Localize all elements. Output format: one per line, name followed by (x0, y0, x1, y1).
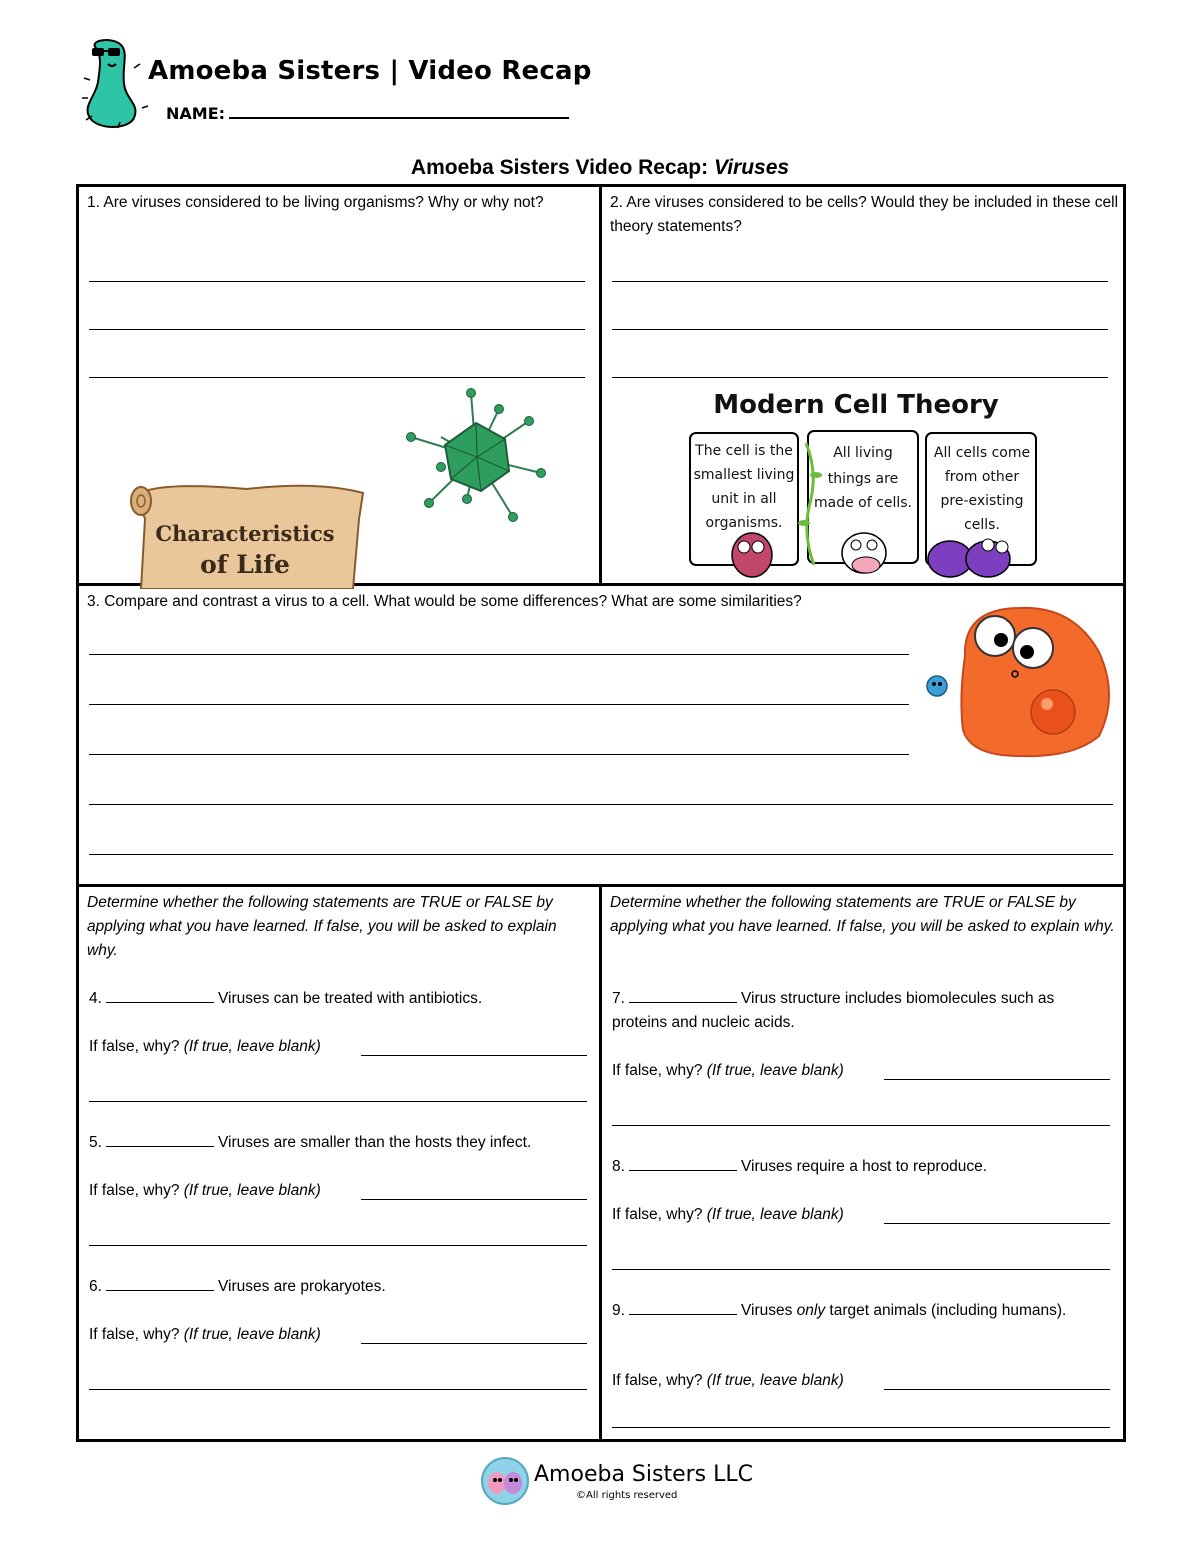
footer-rights: ©All rights reserved (576, 1490, 678, 1501)
cell-theory-s3-line: All cells come (933, 445, 1031, 461)
if-false-row: If false, why? (If true, leave blank) (612, 1206, 844, 1223)
cell-theory-s3-line: cells. (964, 517, 1000, 533)
if-false-row: If false, why? (If true, leave blank) (89, 1326, 321, 1343)
true-false-blank[interactable] (629, 988, 737, 1003)
true-false-blank[interactable] (106, 1276, 214, 1291)
statement-5: 5. Viruses are smaller than the hosts they infect. (89, 1134, 532, 1151)
statement-8: 8. Viruses require a host to reproduce. (612, 1158, 988, 1175)
true-false-blank[interactable] (106, 988, 214, 1003)
true-false-blank[interactable] (106, 1132, 214, 1147)
answer-line[interactable] (612, 1427, 1110, 1428)
answer-line[interactable] (89, 1389, 587, 1390)
cell-theory-s1-line: The cell is the (695, 443, 793, 459)
cell-and-virus-characters (923, 600, 1113, 760)
instructions-text: Determine whether the following statements are TRUE or FALSE by applying what you have learned. If false, you will be asked to explain why. (87, 894, 557, 959)
true-false-right-cell (602, 887, 1123, 1439)
cell-theory-s1-line: organisms. (705, 515, 783, 531)
answer-line[interactable] (89, 1245, 587, 1246)
answer-line[interactable] (89, 281, 585, 282)
answer-line[interactable] (612, 1125, 1110, 1126)
answer-line[interactable] (361, 1055, 587, 1056)
virus-illustration (401, 387, 551, 527)
answer-line[interactable] (89, 1101, 587, 1102)
answer-line[interactable] (89, 854, 1113, 855)
true-false-blank[interactable] (629, 1300, 737, 1315)
statement-text: Viruses require a host to reproduce. (740, 1158, 988, 1175)
name-field-row (166, 104, 569, 123)
answer-line[interactable] (89, 804, 1113, 805)
answer-line[interactable] (884, 1223, 1110, 1224)
amoeba-mascot-logo (78, 38, 154, 130)
answer-line[interactable] (89, 329, 585, 330)
cell-theory-s2-line: made of cells. (814, 495, 912, 511)
cell-theory-s1-line: unit in all (711, 491, 777, 507)
true-false-blank[interactable] (629, 1156, 737, 1171)
true-false-left-cell (79, 887, 599, 1439)
statement-text: Viruses are smaller than the hosts they infect. (217, 1134, 532, 1151)
answer-line[interactable] (884, 1079, 1110, 1080)
statement-text: Viruses are prokaryotes. (217, 1278, 386, 1295)
answer-line[interactable] (89, 377, 585, 378)
statement-7: 7. Virus structure includes biomolecules such as proteins and nucleic acids. (612, 990, 1055, 1031)
answer-line[interactable] (89, 754, 909, 755)
cell-theory-title: Modern Cell Theory (713, 390, 999, 420)
question-1-text: 1. Are viruses considered to be living organisms? Why or why not? (87, 194, 544, 211)
cell-theory-s3-line: from other (944, 469, 1020, 485)
statement-9: 9. Viruses only target animals (including humans). (612, 1302, 1067, 1319)
footer-brand: Amoeba Sisters LLC (534, 1462, 753, 1487)
question-1-cell (79, 187, 599, 583)
page-title (0, 156, 1200, 180)
statement-text: Virus structure includes biomolecules such as proteins and nucleic acids. (612, 990, 1055, 1031)
name-label: NAME: (166, 104, 226, 123)
statement-6: 6. Viruses are prokaryotes. (89, 1278, 386, 1295)
answer-line[interactable] (612, 377, 1108, 378)
answer-line[interactable] (89, 654, 909, 655)
cell-theory-s2-line: things are (827, 471, 899, 487)
name-input-line[interactable] (229, 105, 569, 119)
footer (480, 1456, 760, 1516)
question-2-cell (602, 187, 1123, 583)
brand-title: Amoeba Sisters | Video Recap (148, 56, 592, 86)
modern-cell-theory-illustration (688, 383, 1048, 583)
scroll-line-1: Characteristics (155, 521, 335, 546)
if-false-row: If false, why? (If true, leave blank) (89, 1038, 321, 1055)
answer-line[interactable] (89, 704, 909, 705)
cell-theory-s2-line: All living (833, 445, 893, 461)
cell-theory-s3-line: pre-existing (940, 493, 1024, 509)
answer-line[interactable] (612, 1269, 1110, 1270)
if-false-row: If false, why? (If true, leave blank) (612, 1062, 844, 1079)
question-3-text: 3. Compare and contrast a virus to a cell. What would be some differences? What are some similarities? (87, 593, 802, 610)
instructions-text: Determine whether the following statements are TRUE or FALSE by applying what you have learned. If false, you will be asked to explain why. (610, 894, 1115, 935)
statement-text-emphasis: only (796, 1302, 826, 1319)
answer-line[interactable] (612, 329, 1108, 330)
statement-text: Viruses (740, 1302, 797, 1319)
answer-line[interactable] (884, 1389, 1110, 1390)
if-false-row: If false, why? (If true, leave blank) (89, 1182, 321, 1199)
title-main: Amoeba Sisters Video Recap: (410, 156, 714, 179)
characteristics-of-life-scroll (127, 479, 367, 589)
title-topic: Viruses (713, 156, 790, 179)
amoeba-sisters-logo-icon (480, 1456, 530, 1506)
answer-line[interactable] (361, 1343, 587, 1344)
header (78, 38, 598, 138)
worksheet-grid (76, 184, 1126, 1442)
question-2-text: 2. Are viruses considered to be cells? Would they be included in these cell theory statements? (610, 194, 1119, 235)
cell-theory-s1-line: smallest living (693, 467, 795, 483)
if-false-row: If false, why? (If true, leave blank) (612, 1372, 844, 1389)
question-3-cell (79, 586, 1123, 884)
scroll-line-2: of Life (200, 550, 290, 579)
statement-4: 4. Viruses can be treated with antibiotics. (89, 990, 483, 1007)
answer-line[interactable] (361, 1199, 587, 1200)
statement-text: Viruses can be treated with antibiotics. (217, 990, 483, 1007)
answer-line[interactable] (612, 281, 1108, 282)
statement-text: target animals (including humans). (825, 1302, 1067, 1319)
